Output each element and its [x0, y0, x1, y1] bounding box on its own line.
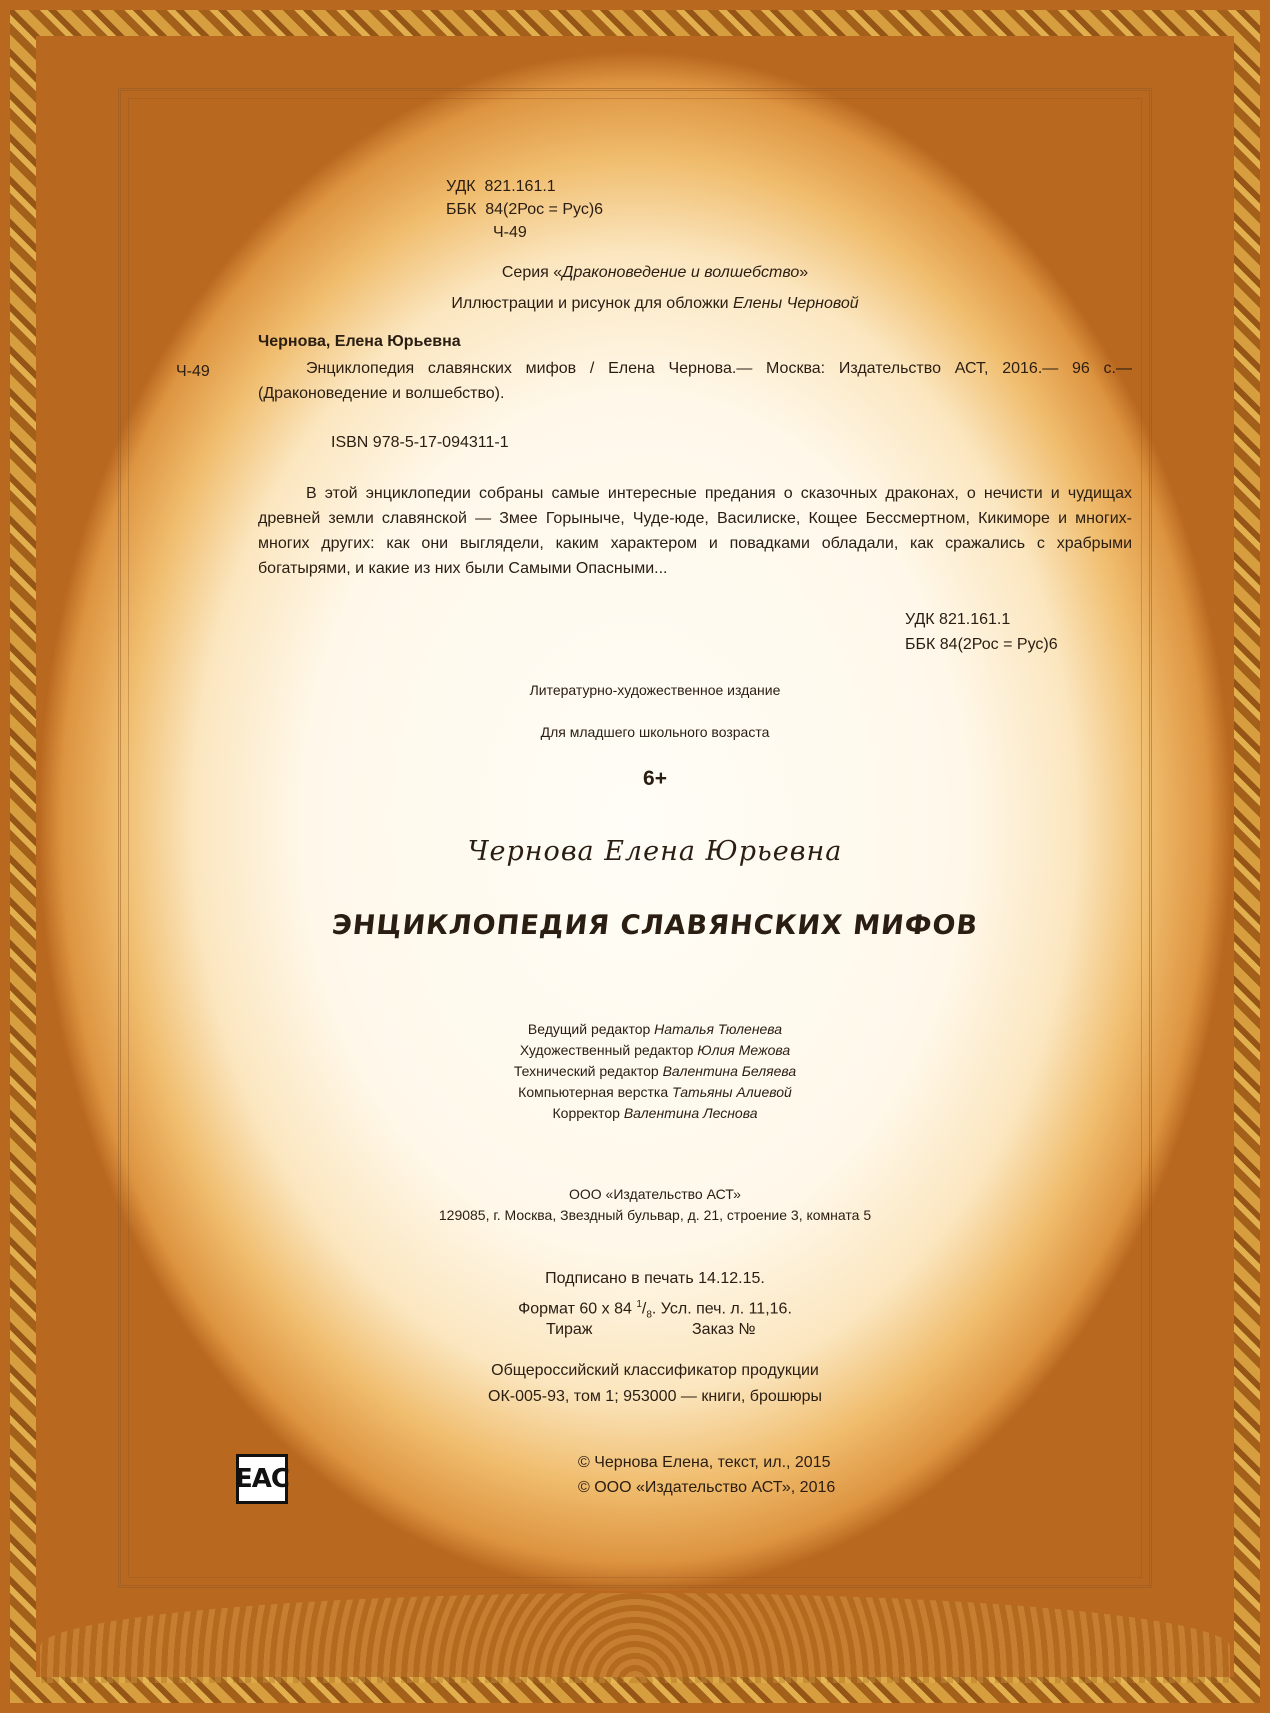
bibliographic-author: Чернова, Елена Юрьевна	[258, 333, 461, 350]
udk-line	[446, 176, 556, 198]
series-prefix: Серия «	[501, 264, 563, 281]
format-prefix: Формат 60 x 84	[518, 1300, 637, 1318]
eac-conformity-icon	[236, 1454, 288, 1504]
bbk-label: ББК	[446, 201, 477, 218]
bbk-line	[446, 199, 603, 221]
format-denominator: 8	[646, 1309, 652, 1321]
edition-type: Литературно-художественное издание	[529, 682, 781, 698]
credit-line	[0, 1040, 1270, 1061]
bibliographic-entry: Энциклопедия славянских мифов / Елена Чернова.— Москва: Издательство АСТ, 2016.— 96 с.— (Драконоведение и волшебство).	[258, 360, 1132, 402]
credit-name: Валентина Беляева	[662, 1063, 797, 1079]
udk-value: 821.161.1	[484, 178, 556, 195]
copyright-publisher: © ООО «Издательство АСТ», 2016	[578, 1479, 836, 1496]
age-rating: 6+	[643, 767, 667, 790]
eac-text: EAC	[235, 1464, 289, 1494]
circulation: Тираж	[546, 1321, 593, 1338]
age-group: Для младшего школьного возраста	[540, 724, 770, 740]
credit-role: Художественный редактор	[519, 1042, 698, 1058]
format-suffix: . Усл. печ. л. 11,16.	[651, 1300, 792, 1318]
classifier-line2: ОК-005-93, том 1; 953000 — книги, брошюры	[488, 1388, 822, 1405]
author-mark: Ч-49	[493, 224, 527, 241]
format-numerator: 1	[636, 1299, 642, 1310]
publisher-address: 129085, г. Москва, Звездный бульвар, д. 21, строение 3, комната 5	[438, 1207, 872, 1223]
credit-role: Компьютерная верстка	[518, 1084, 672, 1100]
author-display: Чернова Елена Юрьевна	[467, 836, 843, 867]
copyright-author: © Чернова Елена, текст, ил., 2015	[578, 1454, 831, 1471]
credit-role: Корректор	[552, 1105, 624, 1121]
isbn: ISBN 978-5-17-094311-1	[331, 434, 509, 451]
credit-role: Ведущий редактор	[527, 1021, 655, 1037]
bbk-right: ББК 84(2Рос = Рус)6	[905, 636, 1058, 653]
illustrations-prefix: Иллюстрации и рисунок для обложки	[451, 295, 733, 312]
annotation: В этой энциклопедии собраны самые интересные предания о сказочных драконах, о нечисти и чудищах древней земли славянской — Змее Горыныче, Чуде-юде, Василиске, Кощее Бессмертном, Кикиморе и многих-многих других: как они выглядели, каким характером и повадками обладали, как сражались с храбрыми богатырями, и какие из них были Самыми Опасными...	[258, 485, 1132, 577]
side-author-mark: Ч-49	[176, 363, 210, 380]
illustrations-line	[0, 293, 1270, 315]
credit-line	[0, 1061, 1270, 1082]
format-line: Формат 60 x 84 $^1/_8$. Усл. печ. л. 11,16.	[518, 1299, 792, 1321]
series-name: Драконоведение и волшебство	[562, 264, 800, 281]
credit-role: Технический редактор	[513, 1063, 663, 1079]
publisher-name: ООО «Издательство АСТ»	[569, 1186, 741, 1202]
series-line	[0, 262, 1270, 284]
credit-name: Юлия Межова	[697, 1042, 791, 1058]
bbk-value: 84(2Рос = Рус)6	[485, 201, 604, 218]
classifier-line1: Общероссийский классификатор продукции	[491, 1362, 819, 1379]
udk-label: УДК	[446, 178, 476, 195]
signed-to-print: Подписано в печать 14.12.15.	[545, 1270, 765, 1287]
udk-right: УДК 821.161.1	[905, 611, 1011, 628]
illustrations-name: Елены Черновой	[732, 295, 859, 312]
credit-line	[0, 1082, 1270, 1103]
book-title: ЭНЦИКЛОПЕДИЯ СЛАВЯНСКИХ МИФОВ	[330, 910, 980, 941]
credit-line	[0, 1019, 1270, 1040]
credit-name: Валентина Леснова	[623, 1105, 758, 1121]
credit-line	[0, 1103, 1270, 1124]
credit-name: Наталья Тюленева	[654, 1021, 783, 1037]
series-suffix: »	[799, 264, 809, 281]
order-number: Заказ №	[692, 1321, 756, 1338]
credit-name: Татьяны Алиевой	[672, 1084, 792, 1100]
credits-list	[0, 1019, 1270, 1124]
